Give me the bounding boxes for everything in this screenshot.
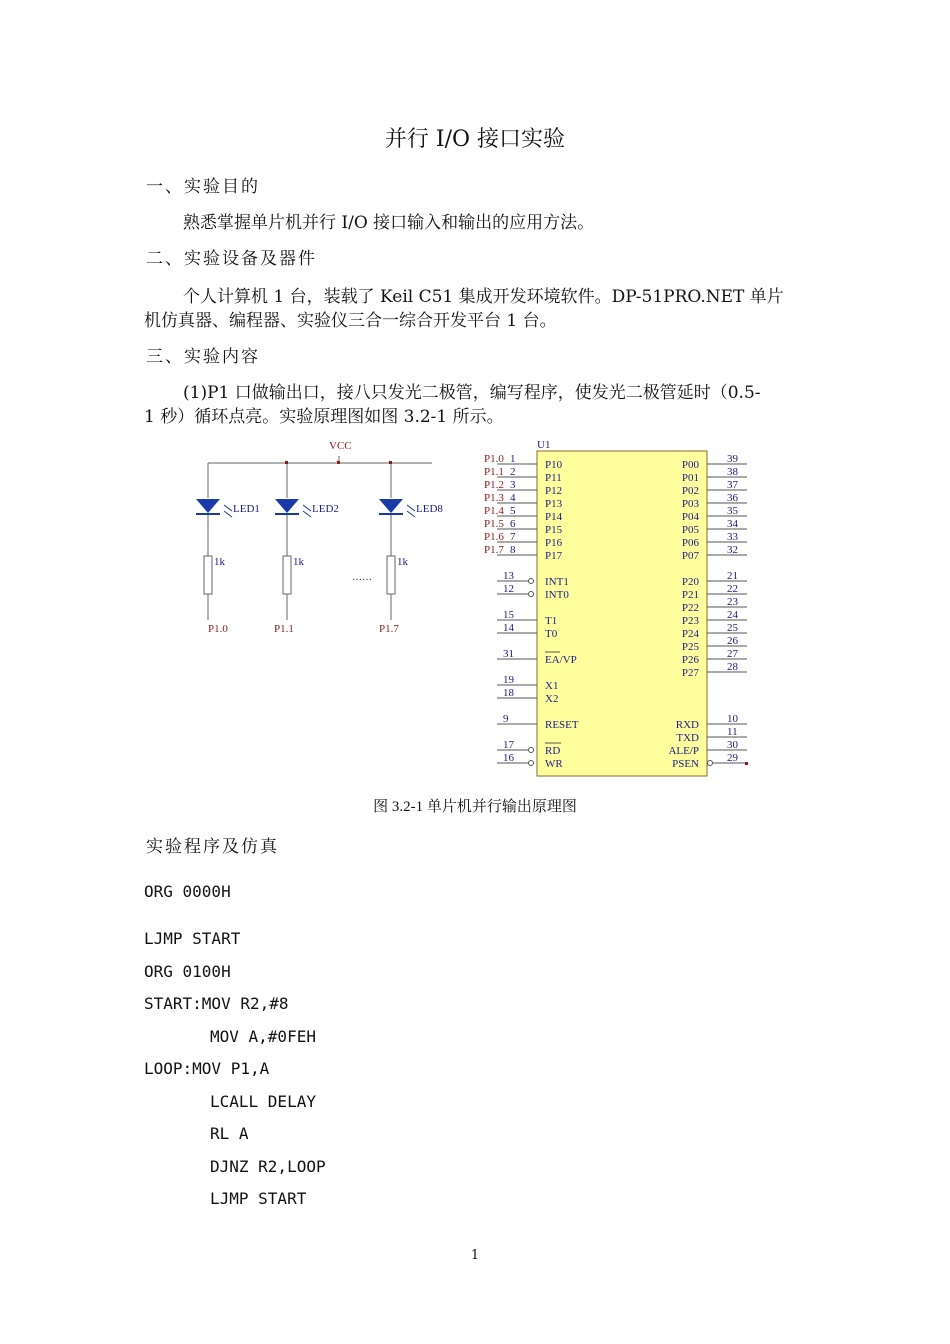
pin-number: 1: [510, 453, 516, 465]
section-heading-content: 三、实验内容: [146, 347, 260, 367]
pin-name: EA/VP: [545, 654, 577, 666]
pin-number: 37: [727, 479, 738, 491]
figure-caption: 图 3.2-1 单片机并行输出原理图: [373, 799, 577, 815]
pin-number: 34: [727, 518, 738, 530]
pin-name: INT1: [545, 576, 569, 588]
pin-number: 35: [727, 505, 738, 517]
code-line: MOV A,#0FEH: [210, 1027, 316, 1046]
pin-label-p11: P1.1: [274, 623, 294, 635]
pin-number: 21: [727, 570, 738, 582]
pin-name: ALE/P: [668, 745, 699, 757]
pin-name: P10: [545, 459, 563, 471]
junction-dot: [745, 762, 748, 765]
pin-name: T0: [545, 628, 558, 640]
pin-bubble: [529, 592, 534, 597]
pin-name: WR: [545, 758, 563, 770]
pin-number: 7: [510, 531, 516, 543]
code-line: ORG 0100H: [144, 962, 231, 981]
pin-name: RESET: [545, 719, 579, 731]
pin-name: P25: [681, 641, 699, 653]
pin-number: 24: [727, 609, 738, 621]
pin-name: P26: [681, 654, 699, 666]
pin-name: RD: [545, 745, 561, 757]
pin-name: P21: [681, 589, 699, 601]
pin-number: 25: [727, 622, 738, 634]
pin-number: 27: [727, 648, 738, 660]
section-heading-purpose: 一、实验目的: [146, 177, 260, 197]
led8-symbol: [379, 499, 415, 517]
pin-bubble: [708, 761, 713, 766]
pin-number: 10: [727, 713, 738, 725]
pin-number: 36: [727, 492, 738, 504]
pin-number: 30: [727, 739, 738, 751]
net-label: P1.3: [484, 492, 504, 504]
page-title: 并行 I/O 接口实验: [384, 127, 566, 152]
pin-number: 5: [510, 505, 516, 517]
code-line: RL A: [210, 1124, 249, 1143]
pin-name: P06: [681, 537, 699, 549]
code-line: LCALL DELAY: [210, 1092, 316, 1111]
net-label: P1.7: [484, 544, 504, 556]
pin-name: P13: [545, 498, 563, 510]
code-line: ORG 0000H: [144, 882, 231, 901]
pin-number: 9: [503, 713, 509, 725]
pin-name: INT0: [545, 589, 569, 601]
code-line: START:MOV R2,#8: [144, 994, 289, 1013]
code-line: LOOP:MOV P1,A: [144, 1059, 270, 1078]
net-label: P1.0: [484, 453, 504, 465]
led2-label: LED2: [312, 503, 339, 515]
pin-label-p17: P1.7: [379, 623, 399, 635]
pin-name: P05: [681, 524, 699, 536]
net-label: P1.4: [484, 505, 504, 517]
pin-bubble: [529, 748, 534, 753]
pin-number: 6: [510, 518, 516, 530]
equipment-paragraph-line2: 机仿真器、编程器、实验仪三合一综合开发平台 1 台。: [144, 311, 557, 331]
pin-number: 32: [727, 544, 738, 556]
pin-number: 4: [510, 492, 516, 504]
net-label: P1.2: [484, 479, 504, 491]
code-line: DJNZ R2,LOOP: [210, 1157, 326, 1176]
res8-label: 1k: [397, 556, 408, 568]
led1-symbol: [196, 499, 232, 517]
pin-name: P01: [681, 472, 699, 484]
ellipsis: ……: [352, 572, 372, 583]
pin-bubble: [529, 761, 534, 766]
pin-name: P14: [545, 511, 563, 523]
vcc-label: VCC: [329, 440, 352, 452]
pin-bubble: [529, 579, 534, 584]
pin-name: T1: [545, 615, 558, 627]
pin-number: 22: [727, 583, 738, 595]
pin-name: PSEN: [672, 758, 699, 770]
pin-number: 11: [727, 726, 738, 738]
res1-label: 1k: [214, 556, 225, 568]
pin-name: P02: [681, 485, 699, 497]
pin-number: 28: [727, 661, 738, 673]
pin-number: 39: [727, 453, 738, 465]
pin-name: P20: [681, 576, 699, 588]
pin-name: X1: [545, 680, 559, 692]
pin-number: 8: [510, 544, 516, 556]
net-label: P1.5: [484, 518, 504, 530]
pin-number: 15: [503, 609, 514, 621]
pin-number: 2: [510, 466, 516, 478]
pin-name: P04: [681, 511, 699, 523]
pin-number: 13: [503, 570, 514, 582]
section-heading-equipment: 二、实验设备及器件: [146, 249, 317, 269]
pin-number: 23: [727, 596, 738, 608]
pin-name: P22: [681, 602, 699, 614]
page-number: 1: [470, 1248, 480, 1263]
pin-name: P17: [545, 550, 563, 562]
pin-name: P07: [681, 550, 699, 562]
pin-name: P00: [681, 459, 699, 471]
led-circuit: [204, 456, 432, 620]
pin-label-p10: P1.0: [208, 623, 228, 635]
led2-symbol: [275, 499, 311, 517]
pin-number: 31: [503, 648, 514, 660]
code-line: LJMP START: [144, 929, 241, 948]
pin-number: 12: [503, 583, 514, 595]
led8-label: LED8: [416, 503, 443, 515]
pin-name: P16: [545, 537, 563, 549]
content-paragraph-line2: 1 秒）循环点亮。实验原理图如图 3.2-1 所示。: [144, 407, 504, 427]
led1-label: LED1: [233, 503, 260, 515]
content-paragraph-line1: (1)P1 口做输出口，接八只发光二极管，编写程序，使发光二极管延时（0.5-: [183, 383, 761, 403]
pin-number: 19: [503, 674, 514, 686]
pin-name: RXD: [675, 719, 699, 731]
code-line: LJMP START: [210, 1189, 307, 1208]
pin-name: P27: [681, 667, 699, 679]
equipment-paragraph-line1: 个人计算机 1 台，装载了 Keil C51 集成开发环境软件。DP-51PRO.NET 单片: [183, 287, 784, 307]
pin-number: 29: [727, 752, 738, 764]
pin-number: 14: [503, 622, 514, 634]
program-heading: 实验程序及仿真: [146, 837, 279, 857]
purpose-paragraph: 熟悉掌握单片机并行 I/O 接口输入和输出的应用方法。: [183, 213, 595, 233]
pin-number: 38: [727, 466, 738, 478]
pin-number: 33: [727, 531, 738, 543]
net-label: P1.6: [484, 531, 504, 543]
chip-label: U1: [537, 439, 551, 451]
res2-label: 1k: [293, 556, 304, 568]
pin-number: 3: [510, 479, 516, 491]
pin-name: P03: [681, 498, 699, 510]
pin-number: 16: [503, 752, 514, 764]
pin-name: TXD: [676, 732, 699, 744]
pin-name: P24: [681, 628, 699, 640]
net-label: P1.1: [484, 466, 504, 478]
pin-name: P12: [545, 485, 563, 497]
pin-number: 18: [503, 687, 514, 699]
pin-number: 26: [727, 635, 738, 647]
pin-number: 17: [503, 739, 514, 751]
pin-name: P23: [681, 615, 699, 627]
pin-name: X2: [545, 693, 559, 705]
pin-name: P15: [545, 524, 563, 536]
pin-name: P11: [545, 472, 562, 484]
